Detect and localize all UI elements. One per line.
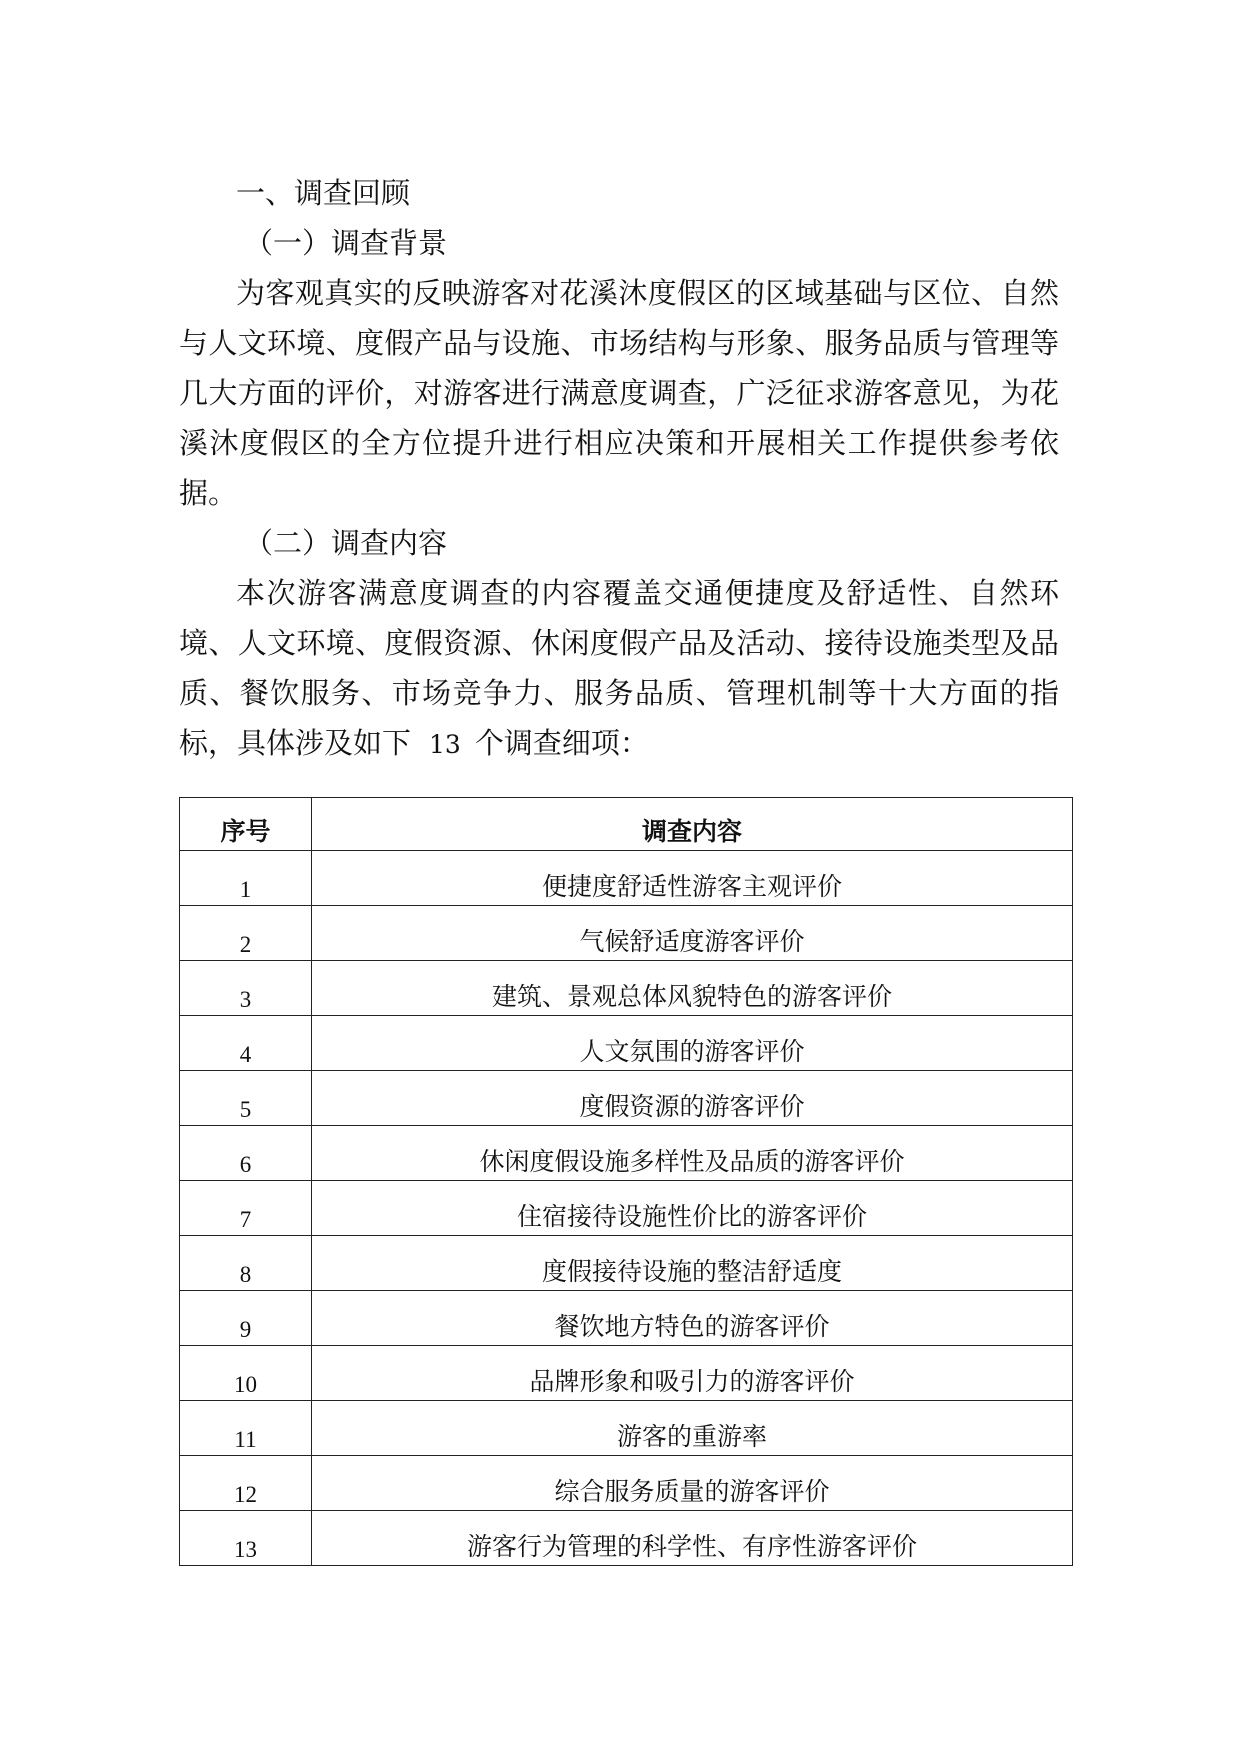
table-row (180, 1126, 1073, 1181)
table-row (180, 1181, 1073, 1236)
row-number: 1 (180, 851, 312, 906)
header-number: 序号 (180, 798, 312, 851)
content-line: 质、餐饮服务、市场竞争力、服务品质、管理机制等十大方面的指 (179, 676, 1059, 710)
row-content: 综合服务质量的游客评价 (312, 1456, 1073, 1511)
row-number: 2 (180, 906, 312, 961)
background-subheading: （一）调查背景 (244, 226, 448, 260)
row-number: 4 (180, 1016, 312, 1071)
row-content: 游客行为管理的科学性、有序性游客评价 (312, 1511, 1073, 1566)
row-number: 10 (180, 1346, 312, 1401)
content-line-suffix: 个调查细项： (474, 726, 649, 760)
row-content: 度假资源的游客评价 (312, 1071, 1073, 1126)
background-line: 据。 (179, 476, 238, 510)
table-row (180, 1511, 1073, 1566)
table-row (180, 961, 1073, 1016)
table-row (180, 1016, 1073, 1071)
survey-items-table (179, 797, 1073, 1566)
item-count: 13 (429, 730, 461, 759)
row-number: 5 (180, 1071, 312, 1126)
background-line: 溪沐度假区的全方位提升进行相应决策和开展相关工作提供参考依 (179, 426, 1059, 460)
background-line: 与人文环境、度假产品与设施、市场结构与形象、服务品质与管理等 (179, 326, 1059, 360)
row-number: 8 (180, 1236, 312, 1291)
table-row (180, 1346, 1073, 1401)
row-number: 7 (180, 1181, 312, 1236)
table-row (180, 1401, 1073, 1456)
content-line: 境、人文环境、度假资源、休闲度假产品及活动、接待设施类型及品 (179, 626, 1059, 660)
content-paragraph (179, 568, 1059, 768)
row-content: 住宿接待设施性价比的游客评价 (312, 1181, 1073, 1236)
background-paragraph (179, 268, 1059, 518)
row-content: 便捷度舒适性游客主观评价 (312, 851, 1073, 906)
content-line-last (179, 718, 1059, 768)
background-line: 为客观真实的反映游客对花溪沐度假区的区域基础与区位、自然 (236, 276, 1059, 310)
row-content: 人文氛围的游客评价 (312, 1016, 1073, 1071)
row-content: 餐饮地方特色的游客评价 (312, 1291, 1073, 1346)
document-page (179, 168, 1059, 768)
row-number: 12 (180, 1456, 312, 1511)
row-number: 9 (180, 1291, 312, 1346)
table-row (180, 906, 1073, 961)
row-number: 13 (180, 1511, 312, 1566)
row-content: 游客的重游率 (312, 1401, 1073, 1456)
background-line: 几大方面的评价，对游客进行满意度调查，广泛征求游客意见，为花 (179, 376, 1059, 410)
content-line: 本次游客满意度调查的内容覆盖交通便捷度及舒适性、自然环 (236, 576, 1059, 610)
header-content: 调查内容 (312, 798, 1073, 851)
row-content: 品牌形象和吸引力的游客评价 (312, 1346, 1073, 1401)
row-content: 度假接待设施的整洁舒适度 (312, 1236, 1073, 1291)
table-row (180, 1071, 1073, 1126)
content-subheading: （二）调查内容 (244, 526, 448, 560)
table-row (180, 851, 1073, 906)
row-number: 6 (180, 1126, 312, 1181)
table-row (180, 1236, 1073, 1291)
table-header-row (180, 798, 1073, 851)
row-content: 建筑、景观总体风貌特色的游客评价 (312, 961, 1073, 1016)
section-heading: 一、调查回顾 (236, 176, 411, 210)
row-content: 气候舒适度游客评价 (312, 906, 1073, 961)
table-row (180, 1456, 1073, 1511)
content-line-prefix: 标，具体涉及如下 (179, 726, 412, 760)
table-row (180, 1291, 1073, 1346)
row-content: 休闲度假设施多样性及品质的游客评价 (312, 1126, 1073, 1181)
row-number: 11 (180, 1401, 312, 1456)
row-number: 3 (180, 961, 312, 1016)
